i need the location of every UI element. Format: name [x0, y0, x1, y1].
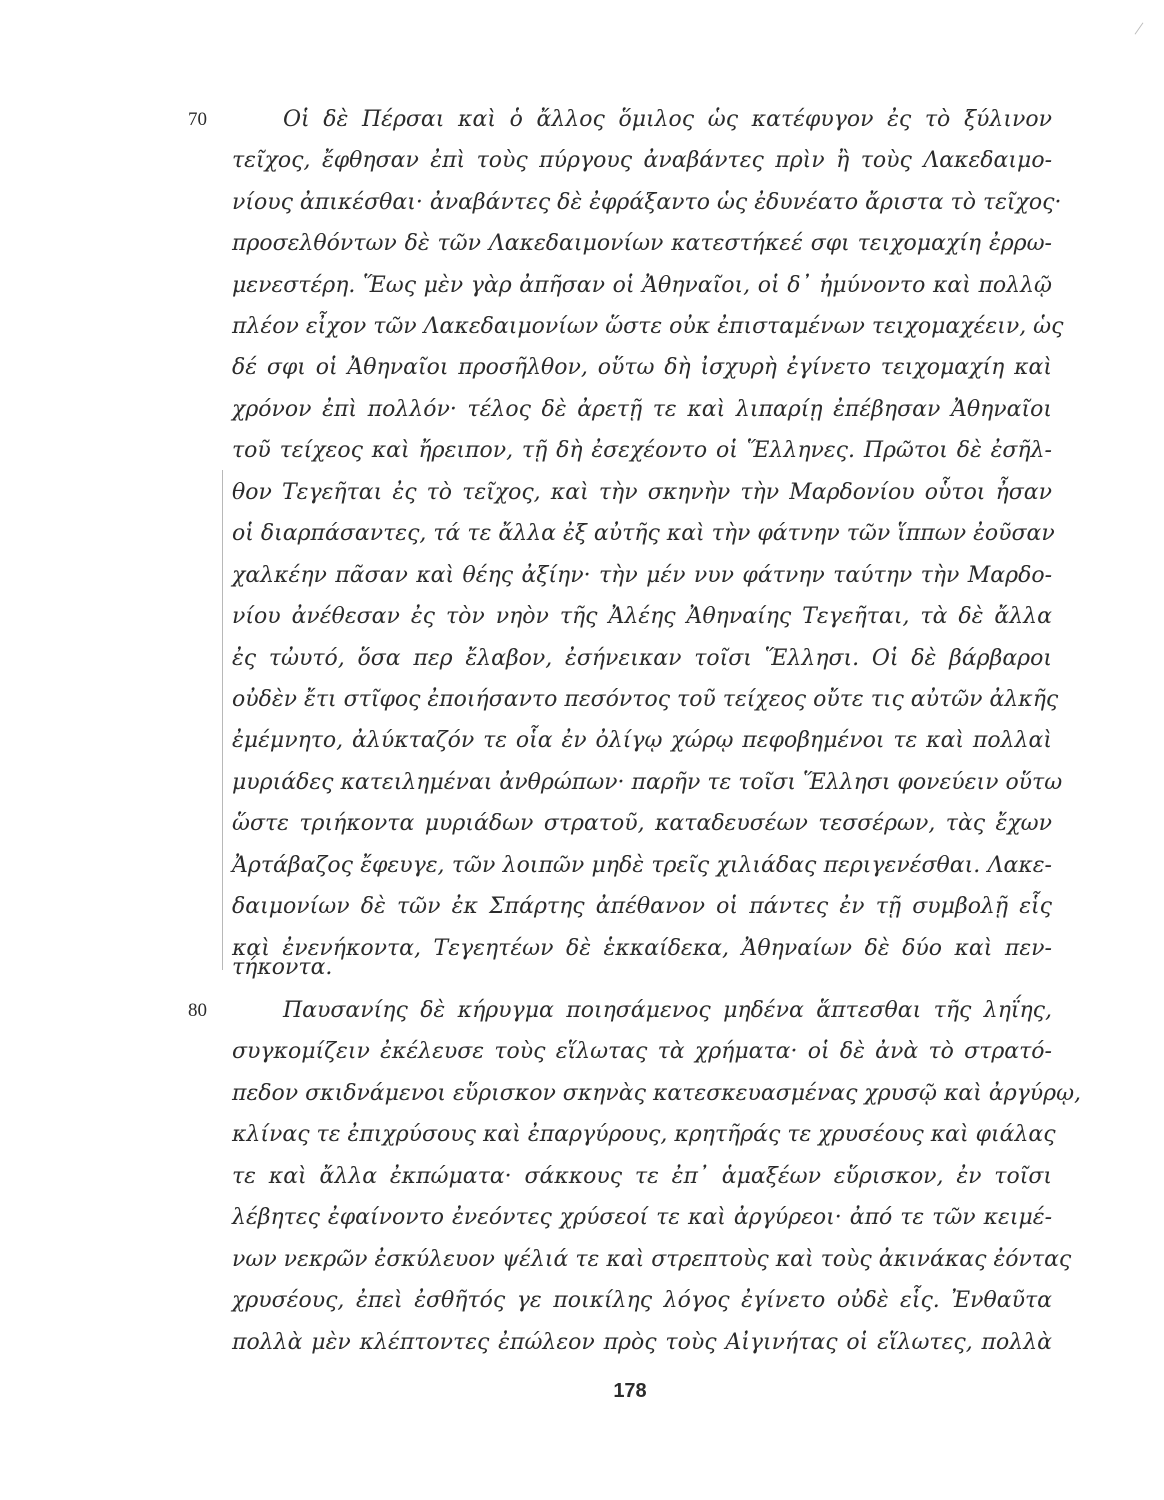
text-line: νίου ἀνέθεσαν ἐς τὸν νηὸν τῆς Ἀλέης Ἀθηναίης Τεγεῆται, τὰ δὲ ἄλλα — [232, 604, 1052, 629]
text-line: πλέον εἶχον τῶν Λακεδαιμονίων ὥστε οὐκ ἐπισταμένων τειχομαχέειν, ὡς — [232, 314, 1064, 339]
text-line: τήκοντα. — [232, 955, 333, 980]
text-line: μενεστέρη. Ἕως μὲν γὰρ ἀπῆσαν οἱ Ἀθηναῖοι, οἱ δ᾽ ἠμύνοντο καὶ πολλῷ — [232, 273, 1052, 298]
text-line: Ἀρτάβαζος ἔφευγε, τῶν λοιπῶν μηδὲ τρεῖς χιλιάδας περιγενέσθαι. Λακε- — [232, 853, 1052, 878]
text-line: πολλὰ μὲν κλέπτοντες ἐπώλεον πρὸς τοὺς Αἰγινήτας οἱ εἵλωτες, πολλὰ — [232, 1330, 1052, 1355]
text-line: κλίνας τε ἐπιχρύσους καὶ ἐπαργύρους, κρητῆράς τε χρυσέους καὶ φιάλας — [232, 1122, 1056, 1147]
text-line: λέβητες ἐφαίνοντο ἐνεόντες χρύσεοί τε καὶ ἀργύρεοι· ἀπό τε τῶν κειμέ- — [232, 1205, 1052, 1230]
text-line: χρυσέους, ἐπεὶ ἐσθῆτός γε ποικίλης λόγος ἐγίνετο οὐδὲ εἷς. Ἐνθαῦτα — [232, 1288, 1052, 1313]
text-line: χρόνον ἐπὶ πολλόν· τέλος δὲ ἀρετῇ τε καὶ λιπαρίῃ ἐπέβησαν Ἀθηναῖοι — [232, 397, 1052, 422]
text-line: οὐδὲν ἔτι στῖφος ἐποιήσαντο πεσόντος τοῦ τείχεος οὔτε τις αὐτῶν ἀλκῆς — [232, 687, 1059, 712]
text-line: ἐς τὠυτό, ὅσα περ ἔλαβον, ἐσήνεικαν τοῖσι Ἕλλησι. Οἱ δὲ βάρβαροι — [232, 646, 1052, 671]
text-line: Οἱ δὲ Πέρσαι καὶ ὁ ἄλλος ὅμιλος ὡς κατέφυγον ἐς τὸ ξύλινον — [283, 107, 1052, 132]
text-line: δέ σφι οἱ Ἀθηναῖοι προσῆλθον, οὕτω δὴ ἰσχυρὴ ἐγίνετο τειχομαχίη καὶ — [232, 355, 1052, 380]
page-number: 178 — [613, 1380, 647, 1402]
text-line: δαιμονίων δὲ τῶν ἐκ Σπάρτης ἀπέθανον οἱ πάντες ἐν τῇ συμβολῇ εἷς — [232, 894, 1052, 919]
text-line: τεῖχος, ἔφθησαν ἐπὶ τοὺς πύργους ἀναβάντες πρὶν ἢ τοὺς Λακεδαιμο- — [232, 148, 1052, 173]
text-line: τοῦ τείχεος καὶ ἤρειπον, τῇ δὴ ἐσεχέοντο οἱ Ἕλληνες. Πρῶτοι δὲ ἐσῆλ- — [232, 438, 1052, 463]
margin-line-number: 70 — [188, 109, 207, 130]
text-line: οἱ διαρπάσαντες, τά τε ἄλλα ἐξ αὐτῆς καὶ τὴν φάτνην τῶν ἵππων ἐοῦσαν — [232, 521, 1055, 546]
text-line: πεδον σκιδνάμενοι εὕρισκον σκηνὰς κατεσκευασμένας χρυσῷ καὶ ἀργύρῳ, — [232, 1081, 1082, 1106]
text-line: καὶ ἐνενήκοντα, Τεγεητέων δὲ ἑκκαίδεκα, Ἀθηναίων δὲ δύο καὶ πεν- — [232, 936, 1052, 961]
text-line: μυριάδες κατειλημέναι ἀνθρώπων· παρῆν τε τοῖσι Ἕλλησι φονεύειν οὕτω — [232, 770, 1063, 795]
corner-mark — [1135, 22, 1144, 34]
text-line: νίους ἀπικέσθαι· ἀναβάντες δὲ ἐφράξαντο ὡς ἐδυνέατο ἄριστα τὸ τεῖχος· — [232, 190, 1062, 215]
text-line: τε καὶ ἄλλα ἐκπώματα· σάκκους τε ἐπ᾽ ἁμαξέων εὕρισκον, ἐν τοῖσι — [232, 1164, 1052, 1189]
text-line: Παυσανίης δὲ κήρυγμα ποιησάμενος μηδένα ἅπτεσθαι τῆς ληΐης, — [283, 998, 1052, 1023]
text-line: ἐμέμνητο, ἀλύκταζόν τε οἷα ἐν ὀλίγῳ χώρῳ πεφοβημένοι τε καὶ πολλαὶ — [232, 728, 1052, 753]
text-line: ὥστε τριήκοντα μυριάδων στρατοῦ, καταδευσέων τεσσέρων, τὰς ἔχων — [232, 811, 1052, 836]
text-line: θον Τεγεῆται ἐς τὸ τεῖχος, καὶ τὴν σκηνὴν τὴν Μαρδονίου οὗτοι ἦσαν — [232, 480, 1052, 505]
text-line: χαλκέην πᾶσαν καὶ θέης ἀξίην· τὴν μέν νυν φάτνην ταύτην τὴν Μαρδο- — [232, 563, 1052, 588]
margin-line-number: 80 — [188, 1000, 207, 1021]
text-line: συγκομίζειν ἐκέλευσε τοὺς εἵλωτας τὰ χρήματα· οἱ δὲ ἀνὰ τὸ στρατό- — [232, 1039, 1052, 1064]
text-line: νων νεκρῶν ἐσκύλευον ψέλιά τε καὶ στρεπτοὺς καὶ τοὺς ἀκινάκας ἐόντας — [232, 1247, 1072, 1272]
page-edge-line — [222, 470, 223, 970]
text-line: προσελθόντων δὲ τῶν Λακεδαιμονίων κατεστήκεέ σφι τειχομαχίη ἐρρω- — [232, 231, 1052, 256]
